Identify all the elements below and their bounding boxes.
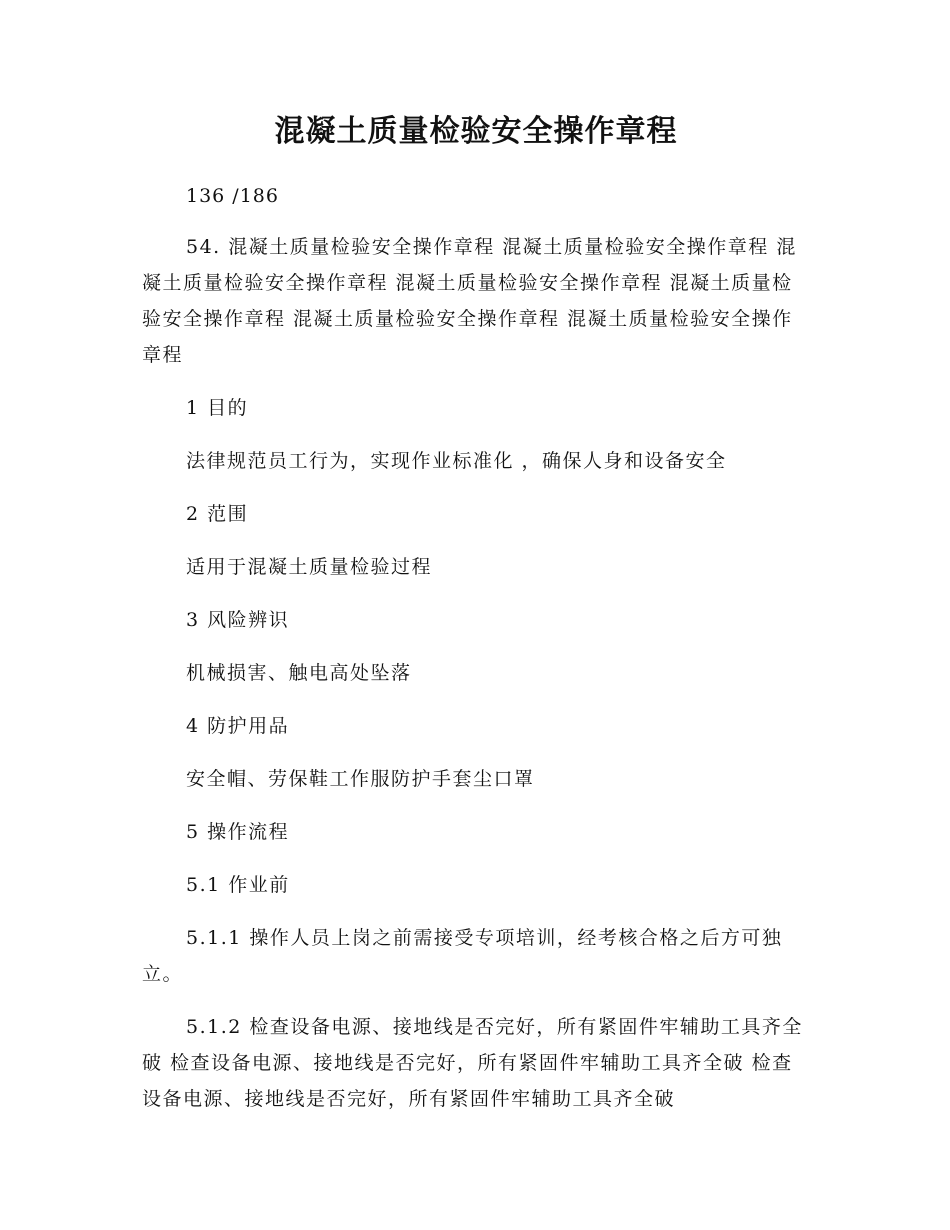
paragraph-risk: 机械损害、触电高处坠落 [186,662,412,684]
page-indicator: 136 /186 [186,185,279,207]
heading-before-work: 5.1 作业前 [186,874,290,896]
paragraph-protection: 安全帽、劳保鞋工作服防护手套尘口罩 [186,768,535,790]
heading-purpose: 1 目的 [186,397,249,419]
document-title: 混凝土质量检验安全操作章程 [274,114,678,149]
paragraph-purpose: 法律规范员工行为，实现作业标准化 ，确保人身和设备安全 [186,450,727,472]
paragraph-intro: 54. 混凝土质量检验安全操作章程 混凝土质量检验安全操作章程 混凝土质量检验安全操作章程 混凝土质量检验安全操作章程 混凝土质量检验安全操作章程 混凝土质量检验安全操作章程 混凝土质量检验安全操作章程 [142,236,797,366]
heading-procedure: 5 操作流程 [186,821,290,843]
paragraph-scope: 适用于混凝土质量检验过程 [186,556,433,578]
paragraph-5-1-1: 5.1.1 操作人员上岗之前需接受专项培训，经考核合格之后方可独立。 [142,927,783,985]
paragraph-5-1-2: 5.1.2 检查设备电源、接地线是否完好，所有紧固件牢辅助工具齐全破 检查设备电源、接地线是否完好，所有紧固件牢辅助工具齐全破 检查设备电源、接地线是否完好，所有紧固件牢辅助工具齐全破 [142,1016,803,1110]
heading-risk: 3 风险辨识 [186,609,290,631]
heading-protection: 4 防护用品 [186,715,290,737]
heading-scope: 2 范围 [186,503,249,525]
